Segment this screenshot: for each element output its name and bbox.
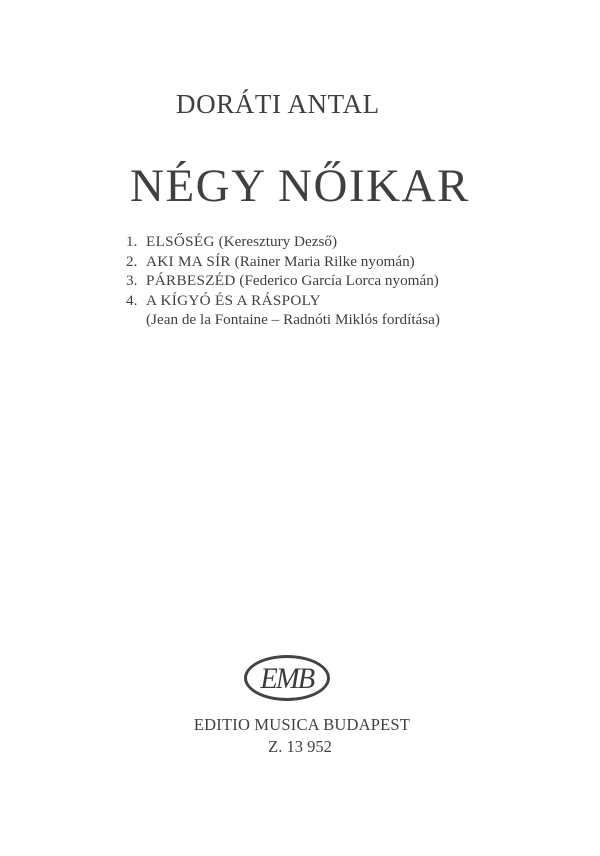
contents-item bbox=[126, 252, 440, 272]
composer-name: DORÁTI ANTAL bbox=[176, 89, 380, 119]
emb-logo bbox=[244, 655, 330, 701]
publisher-name: EDITIO MUSICA BUDAPEST bbox=[193, 715, 411, 734]
contents-item-number: 4. bbox=[126, 291, 138, 309]
contents-item-note: (Federico García Lorca nyomán) bbox=[239, 272, 439, 289]
contents-item-number: 2. bbox=[126, 252, 138, 270]
contents-item-subline: (Jean de la Fontaine – Radnóti Miklós fordítása) bbox=[146, 311, 440, 328]
contents-item bbox=[126, 271, 440, 291]
contents-item-title: A KÍGYÓ ÉS A RÁSPOLY bbox=[146, 291, 321, 309]
contents-list bbox=[126, 232, 440, 330]
contents-item-number: 3. bbox=[126, 272, 138, 289]
contents-item-title: PÁRBESZÉD bbox=[146, 272, 236, 289]
contents-item-note: (Keresztury Dezső) bbox=[218, 233, 338, 250]
contents-item-number: 1. bbox=[126, 233, 138, 250]
contents-item-note: (Rainer Maria Rilke nyomán) bbox=[234, 252, 415, 270]
contents-item bbox=[126, 232, 440, 252]
contents-item-title: ELSŐSÉG bbox=[146, 233, 215, 250]
contents-item bbox=[126, 291, 440, 311]
emb-logo-text: EMB bbox=[260, 661, 314, 695]
catalog-number: Z. 13 952 bbox=[268, 737, 332, 756]
contents-item-title: AKI MA SÍR bbox=[146, 252, 231, 270]
work-title: NÉGY NŐIKAR bbox=[130, 160, 470, 212]
